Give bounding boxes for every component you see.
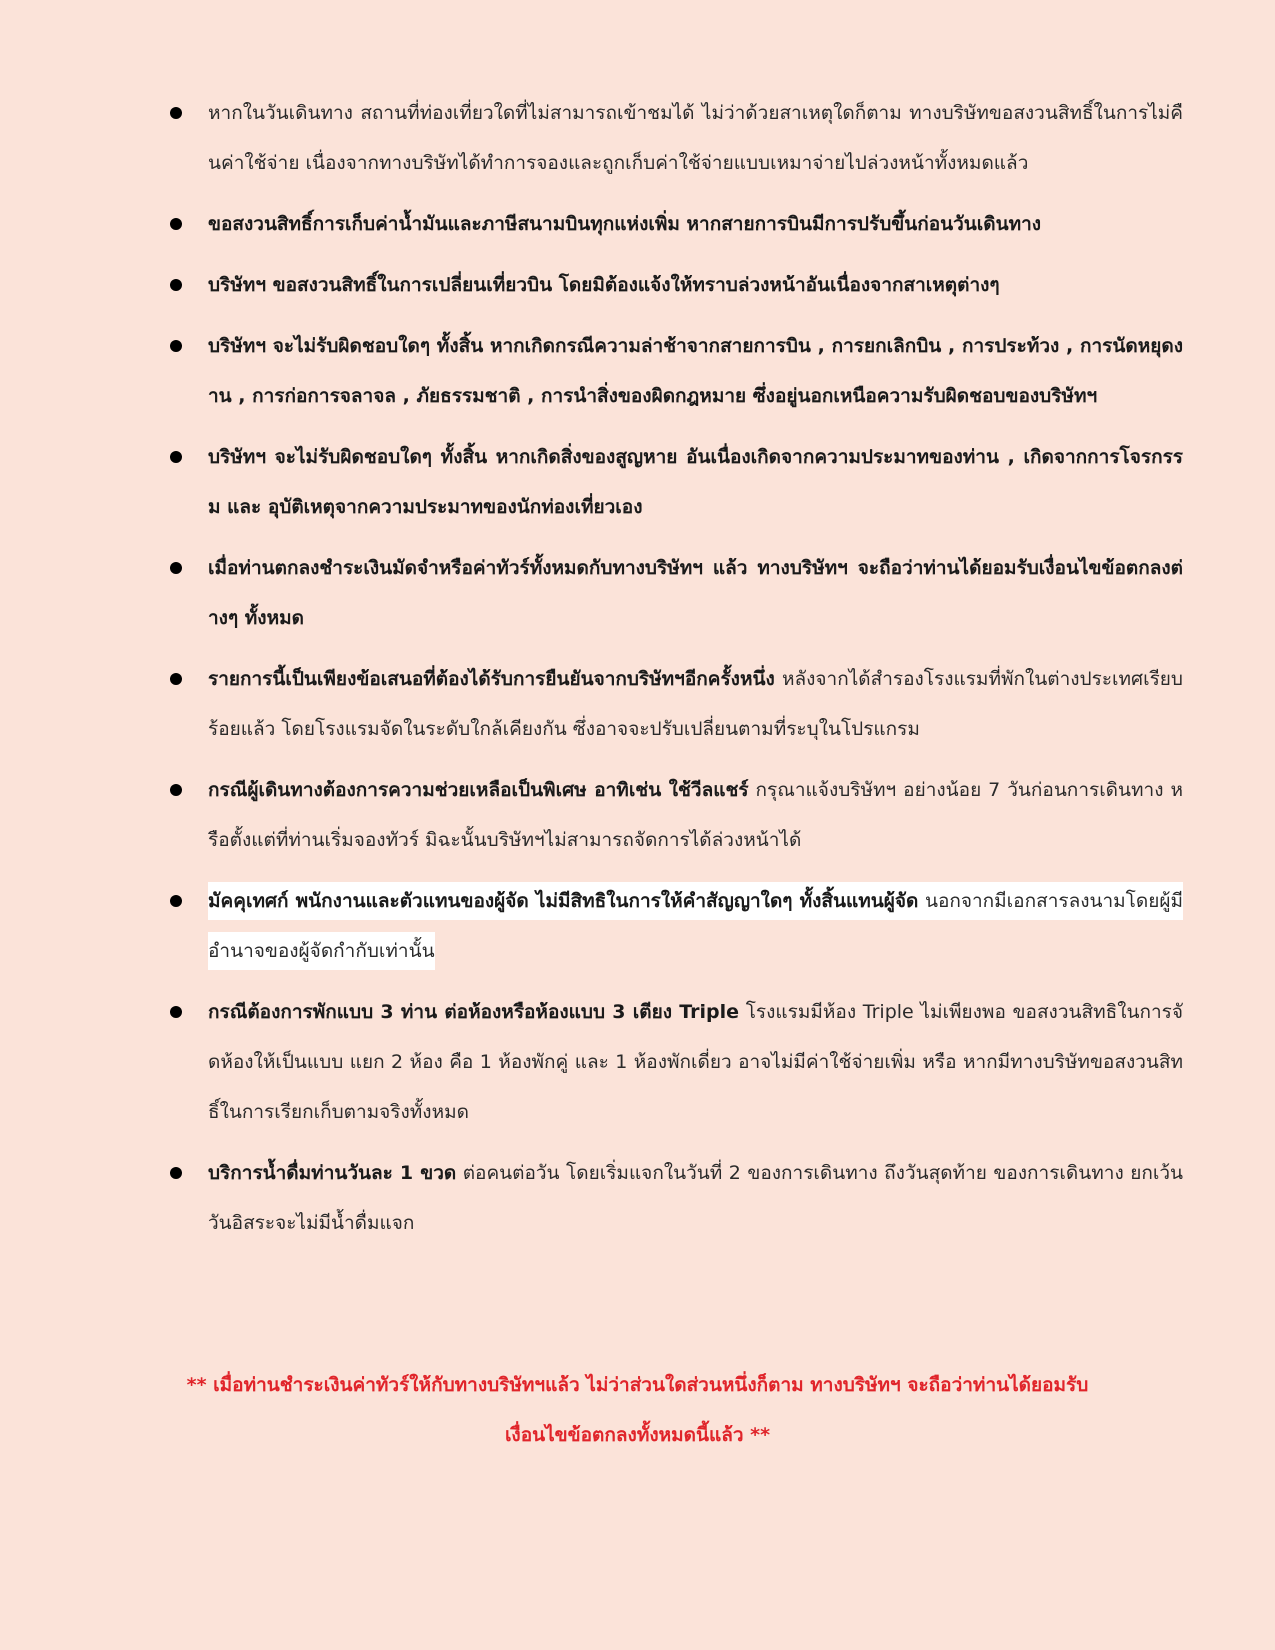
term-item-10 bbox=[170, 987, 1183, 1137]
term-bold-text: กรณีผู้เดินทางต้องการความช่วยเหลือเป็นพิเศษ อาทิเช่น ใช้วีลแชร์ bbox=[208, 779, 749, 801]
bullet-icon bbox=[170, 784, 182, 796]
bullet-icon bbox=[170, 1167, 182, 1179]
term-item-3 bbox=[170, 260, 1183, 310]
term-item-4 bbox=[170, 321, 1183, 421]
bullet-icon bbox=[170, 451, 182, 463]
terms-list bbox=[0, 88, 1183, 1248]
term-normal-text: หากในวันเดินทาง สถานที่ท่องเที่ยวใดที่ไม่สามารถเข้าชมได้ ไม่ว่าด้วยสาเหตุใดก็ตาม ทางบริษัทขอสงวนสิทธิ์ในการไม่คืนค่าใช้จ่าย เนื่องจากทางบริษัทได้ทำการจองและถูกเก็บค่าใช้จ่ายแบบเหมาจ่ายไปล่วงหน้าทั้งหมดแล้ว bbox=[208, 102, 1183, 174]
term-bold-text: มัคคุเทศก์ พนักงานและตัวแทนของผู้จัด ไม่มีสิทธิในการให้คำสัญญาใดๆ ทั้งสิ้นแทนผู้จัด bbox=[208, 890, 919, 912]
term-normal-text: ต่อคนต่อวัน โดยเริ่มแจกในวันที่ 2 ของการเดินทาง ถึงวันสุดท้าย ของการเดินทาง ยกเว้นวันอิสระจะไม่มีน้ำดื่มแจก bbox=[208, 1162, 1183, 1234]
bullet-icon bbox=[170, 107, 182, 119]
term-item-11 bbox=[170, 1148, 1183, 1248]
term-bold-text: บริษัทฯ จะไม่รับผิดชอบใดๆ ทั้งสิ้น หากเกิดสิ่งของสูญหาย อันเนื่องเกิดจากความประมาทของท่าน , เกิดจากการโจรกรรม และ อุบัติเหตุจากความประมาทของนักท่องเที่ยวเอง bbox=[208, 446, 1183, 518]
term-bold-text: บริการน้ำดื่มท่านวันละ 1 ขวด bbox=[208, 1162, 457, 1184]
term-item-6 bbox=[170, 543, 1183, 643]
bullet-icon bbox=[170, 895, 182, 907]
term-bold-text: บริษัทฯ ขอสงวนสิทธิ์ในการเปลี่ยนเที่ยวบิน โดยมิต้องแจ้งให้ทราบล่วงหน้าอันเนื่องจากสาเหตุต่างๆ bbox=[208, 274, 1000, 296]
term-bold-text: เมื่อท่านตกลงชำระเงินมัดจำหรือค่าทัวร์ทั้งหมดกับทางบริษัทฯ แล้ว ทางบริษัทฯ จะถือว่าท่านได้ยอมรับเงื่อนไขข้อตกลงต่างๆ ทั้งหมด bbox=[208, 557, 1183, 629]
final-note bbox=[110, 1360, 1165, 1460]
term-item-2 bbox=[170, 199, 1183, 249]
bullet-icon bbox=[170, 340, 182, 352]
term-item-1 bbox=[170, 88, 1183, 188]
term-normal-text: โรงแรมมีห้อง Triple ไม่เพียงพอ ขอสงวนสิทธิในการจัดห้องให้เป็นแบบ แยก 2 ห้อง คือ 1 ห้องพักคู่ และ 1 ห้องพักเดี่ยว อาจไม่มีค่าใช้จ่ายเพิ่ม หรือ หากมีทางบริษัทขอสงวนสิทธิ์ในการเรียกเก็บตามจริงทั้งหมด bbox=[208, 1001, 1183, 1123]
highlighted-text bbox=[208, 882, 1183, 970]
bullet-icon bbox=[170, 673, 182, 685]
term-normal-text: นอกจากมีเอกสารลงนามโดยผู้มีอำนาจของผู้จัดกำกับเท่านั้น bbox=[208, 890, 1183, 962]
term-bold-text: กรณีต้องการพักแบบ 3 ท่าน ต่อห้องหรือห้องแบบ 3 เตียง Triple bbox=[208, 1001, 740, 1023]
term-bold-text: บริษัทฯ จะไม่รับผิดชอบใดๆ ทั้งสิ้น หากเกิดกรณีความล่าช้าจากสายการบิน , การยกเลิกบิน , การประท้วง , การนัดหยุดงาน , การก่อการจลาจล , ภัยธรรมชาติ , การนำสิ่งของผิดกฎหมาย ซึ่งอยู่นอกเหนือความรับผิดชอบของบริษัทฯ bbox=[208, 335, 1183, 407]
final-note-line-1: ** เมื่อท่านชำระเงินค่าทัวร์ให้กับทางบริษัทฯแล้ว ไม่ว่าส่วนใดส่วนหนึ่งก็ตาม ทางบริษัทฯ จะถือว่าท่านได้ยอมรับ bbox=[186, 1374, 1089, 1396]
bullet-icon bbox=[170, 1006, 182, 1018]
term-normal-text: กรุณาแจ้งบริษัทฯ อย่างน้อย 7 วันก่อนการเดินทาง หรือตั้งแต่ที่ท่านเริ่มจองทัวร์ มิฉะนั้นบริษัทฯไม่สามารถจัดการได้ล่วงหน้าได้ bbox=[208, 779, 1183, 851]
term-bold-text: ขอสงวนสิทธิ์การเก็บค่าน้ำมันและภาษีสนามบินทุกแห่งเพิ่ม หากสายการบินมีการปรับขึ้นก่อนวันเดินทาง bbox=[208, 213, 1042, 235]
term-item-9-highlighted bbox=[170, 876, 1183, 976]
final-note-line-2: เงื่อนไขข้อตกลงทั้งหมดนี้แล้ว ** bbox=[504, 1424, 771, 1446]
term-item-7 bbox=[170, 654, 1183, 754]
term-normal-text: หลังจากได้สำรองโรงแรมที่พักในต่างประเทศเรียบร้อยแล้ว โดยโรงแรมจัดในระดับใกล้เคียงกัน ซึ่งอาจจะปรับเปลี่ยนตามที่ระบุในโปรแกรม bbox=[208, 668, 1183, 740]
bullet-icon bbox=[170, 562, 182, 574]
term-item-5 bbox=[170, 432, 1183, 532]
bullet-icon bbox=[170, 218, 182, 230]
term-item-8 bbox=[170, 765, 1183, 865]
term-bold-text: รายการนี้เป็นเพียงข้อเสนอที่ต้องได้รับการยืนยันจากบริษัทฯอีกครั้งหนึ่ง bbox=[208, 668, 775, 690]
bullet-icon bbox=[170, 279, 182, 291]
